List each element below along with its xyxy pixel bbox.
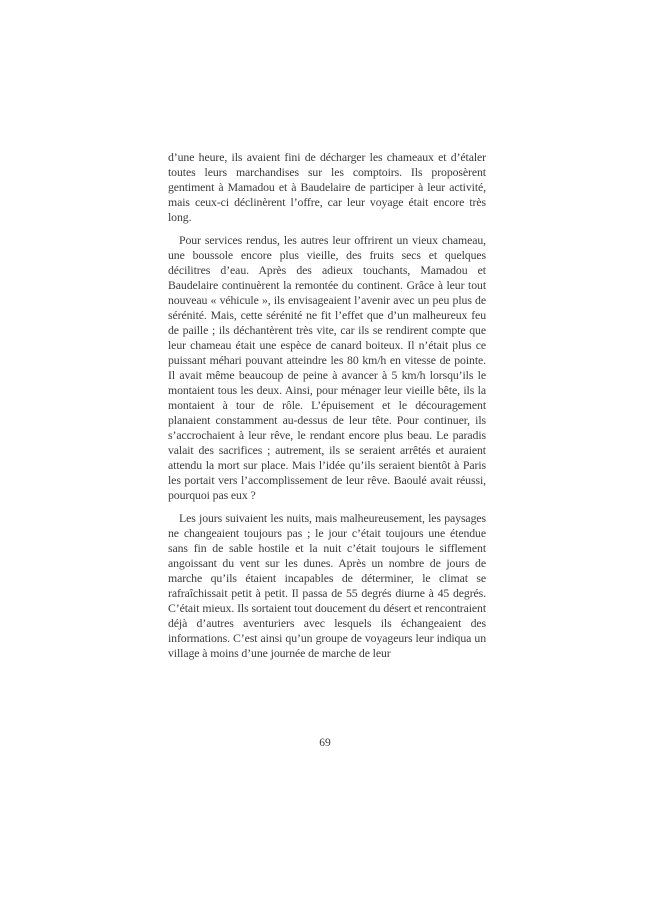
paragraph: Les jours suivaient les nuits, mais malheureusement, les paysages ne changeaient toujours pas ; le jour c’était toujours une étendue sans fin de sable hostile et la nuit c’était toujours le sifflement angoissant du vent sur les dunes. Après un nombre de jours de marche qu’ils étaient incapables de déterminer, le climat se rafraîchissait petit à petit. Il passa de 55 degrés diurne à 45 degrés. C’était mieux. Ils sortaient tout doucement du désert et rencontraient déjà d’autres aventuriers avec lesquels ils échangeaient des informations. C’est ainsi qu’un groupe de voyageurs leur indiqua un village à moins d’une journée de marche de leur [168,511,486,660]
paragraph: Pour services rendus, les autres leur offrirent un vieux chameau, une boussole encore plus vieille, des fruits secs et quelques décilitres d’eau. Après des adieux touchants, Mamadou et Baudelaire continuèrent la remontée du continent. Grâce à leur tout nouveau « véhicule », ils envisageaient l’avenir avec un peu plus de sérénité. Mais, cette sérénité ne fit l’effet que d’un malheureux feu de paille ; ils déchantèrent très vite, car ils se rendirent compte que leur chameau était une espèce de canard boiteux. Il n’était plus ce puissant méhari pouvant atteindre les 80 km/h en vitesse de pointe. Il avait même beaucoup de peine à avancer à 5 km/h lorsqu’ils le montaient tous les deux. Ainsi, pour ménager leur vieille bête, ils la montaient à tour de rôle. L’épuisement et le découragement planaient constamment au-dessus de leur tête. Pour continuer, ils s’accrochaient à leur rêve, le rendant encore plus beau. Le paradis valait des sacrifices ; autrement, ils se seraient arrêtés et auraient attendu la mort sur place. Mais l’idée qu’ils seraient bientôt à Paris les portait vers l’accomplissement de leur rêve. Baoulé avait réussi, pourquoi pas eux ? [168,233,486,502]
paragraph-continuation: d’une heure, ils avaient fini de décharger les chameaux et d’étaler toutes leurs marchandises sur les comptoirs. Ils proposèrent gentiment à Mamadou et à Baudelaire de participer à leur activité, mais ceux-ci déclinèrent l’offre, car leur voyage était encore très long. [168,150,486,224]
body-text [168,150,486,661]
page-number: 69 [319,737,331,749]
